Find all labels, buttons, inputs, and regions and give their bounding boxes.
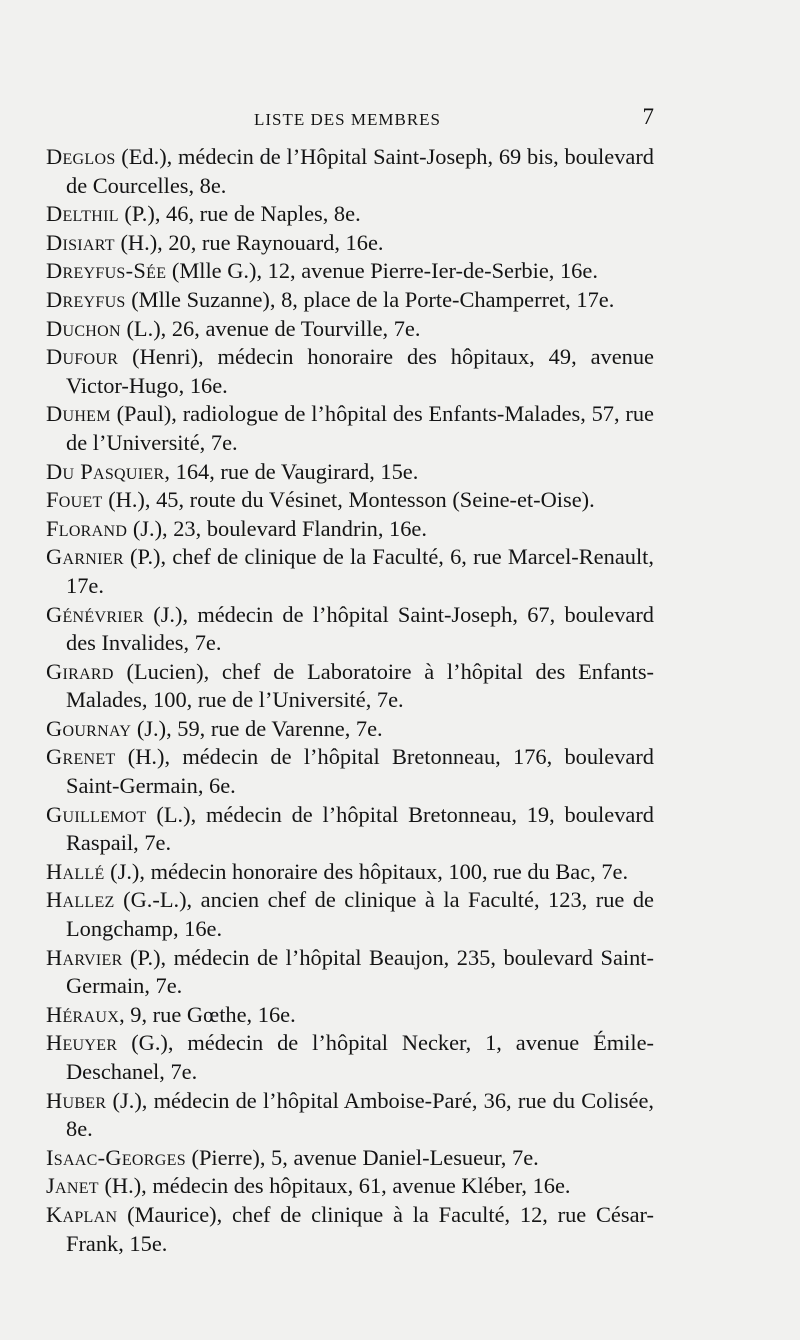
member-name: Huber xyxy=(46,1087,107,1113)
member-name: Hallé xyxy=(46,858,105,884)
page-number: 7 xyxy=(642,104,654,129)
member-entry xyxy=(46,858,654,887)
member-name: Heuyer xyxy=(46,1030,118,1056)
member-entry xyxy=(46,715,654,744)
member-name: Dreyfus xyxy=(46,286,126,312)
member-details: (H.), médecin de l’hôpital Bretonneau, 176, boulevard Saint-Germain, 6e. xyxy=(66,744,654,799)
member-details: (G.), médecin de l’hôpital Necker, 1, avenue Émile-Deschanel, 7e. xyxy=(66,1030,654,1084)
member-entry xyxy=(46,486,654,515)
member-details: (Paul), radiologue de l’hôpital des Enfants-Malades, 57, rue de l’Université, 7e. xyxy=(66,401,654,455)
member-details: , 9, rue Gœthe, 16e. xyxy=(119,1001,296,1027)
member-name: Hallez xyxy=(46,887,115,913)
member-name: Duchon xyxy=(46,315,121,341)
member-name: Disiart xyxy=(46,229,115,255)
member-name: Fouet xyxy=(46,487,103,513)
member-name: Deglos xyxy=(46,144,116,169)
member-name: Harvier xyxy=(46,944,123,970)
member-details: (J.), médecin de l’hôpital Amboise-Paré, 36, rue du Colisée, 8e. xyxy=(66,1087,654,1142)
member-details: , 164, rue de Vaugirard, 15e. xyxy=(164,458,419,484)
member-name: Delthil xyxy=(46,201,119,227)
member-details: (P.), médecin de l’hôpital Beaujon, 235, boulevard Saint-Germain, 7e. xyxy=(66,944,654,999)
member-details: (J.), 59, rue de Varenne, 7e. xyxy=(131,715,383,741)
member-entry xyxy=(46,458,654,487)
member-name: Kaplan xyxy=(46,1201,118,1227)
member-details: (J.), médecin de l’hôpital Saint-Joseph, 67, boulevard des Invalides, 7e. xyxy=(66,601,654,656)
member-details: (Henri), médecin honoraire des hôpitaux, 49, avenue Victor-Hugo, 16e. xyxy=(66,344,654,398)
member-details: (Mlle Suzanne), 8, place de la Porte-Champerret, 17e. xyxy=(125,286,615,312)
member-details: (P.), 46, rue de Naples, 8e. xyxy=(118,201,361,227)
member-entry xyxy=(46,801,654,858)
member-details: (G.-L.), ancien chef de clinique à la Faculté, 123, rue de Longchamp, 16e. xyxy=(66,887,654,942)
member-entry xyxy=(46,343,654,400)
member-details: (L.), 26, avenue de Tourville, 7e. xyxy=(120,315,421,341)
member-name: Duhem xyxy=(46,401,111,427)
member-details: (Mlle G.), 12, avenue Pierre-Ier-de-Serbie, 16e. xyxy=(166,258,598,284)
member-details: (J.), médecin honoraire des hôpitaux, 100, rue du Bac, 7e. xyxy=(104,858,629,884)
member-name: Génévrier xyxy=(46,601,144,627)
member-entry xyxy=(46,200,654,229)
member-entry xyxy=(46,286,654,315)
member-name: Dreyfus-Sée xyxy=(46,258,167,284)
member-entry xyxy=(46,543,654,600)
member-entry xyxy=(46,886,654,943)
member-details: (Ed.), médecin de l’Hôpital Saint-Joseph, 69 bis, boulevard de Courcelles, 8e. xyxy=(66,144,654,198)
member-name: Janet xyxy=(46,1173,99,1199)
member-entry xyxy=(46,601,654,658)
member-entry xyxy=(46,315,654,344)
member-entry xyxy=(46,257,654,286)
member-details: (H.), 20, rue Raynouard, 16e. xyxy=(114,229,384,255)
member-name: Dufour xyxy=(46,344,119,370)
member-entry xyxy=(46,400,654,457)
member-details: (J.), 23, boulevard Flandrin, 16e. xyxy=(127,515,427,541)
member-entry xyxy=(46,944,654,1001)
member-name: Gournay xyxy=(46,715,132,741)
member-details: (L.), médecin de l’hôpital Bretonneau, 19, boulevard Raspail, 7e. xyxy=(66,801,654,856)
page-header xyxy=(46,104,654,134)
member-entry xyxy=(46,1144,654,1173)
running-title: LISTE DES MEMBRES xyxy=(254,110,442,129)
member-details: (P.), chef de clinique de la Faculté, 6, rue Marcel-Renault, 17e. xyxy=(66,544,654,598)
member-name: Guillemot xyxy=(46,801,147,827)
member-details: (Pierre), 5, avenue Daniel-Lesueur, 7e. xyxy=(185,1144,539,1170)
member-entry xyxy=(46,515,654,544)
member-entry xyxy=(46,229,654,258)
member-entry xyxy=(46,1201,654,1258)
member-name: Héraux xyxy=(46,1001,120,1027)
member-name: Isaac-Georges xyxy=(46,1144,186,1170)
member-details: (H.), médecin des hôpitaux, 61, avenue Kléber, 16e. xyxy=(98,1173,571,1199)
member-entry xyxy=(46,1001,654,1030)
member-entry xyxy=(46,1172,654,1201)
member-entry xyxy=(46,1087,654,1144)
member-details: (H.), 45, route du Vésinet, Montesson (Seine-et-Oise). xyxy=(102,487,595,513)
member-details: (Maurice), chef de clinique à la Faculté, 12, rue César-Frank, 15e. xyxy=(66,1201,654,1256)
member-name: Girard xyxy=(46,658,114,684)
member-name: Grenet xyxy=(46,744,116,770)
member-entry xyxy=(46,1029,654,1086)
member-list xyxy=(46,143,654,1258)
member-name: Florand xyxy=(46,515,128,541)
member-entry xyxy=(46,143,654,200)
member-name: Garnier xyxy=(46,544,124,570)
member-entry xyxy=(46,658,654,715)
member-details: (Lucien), chef de Laboratoire à l’hôpital des Enfants-Malades, 100, rue de l’Université, 7e. xyxy=(66,658,654,713)
member-entry xyxy=(46,743,654,800)
member-name: Du Pasquier xyxy=(46,458,165,484)
